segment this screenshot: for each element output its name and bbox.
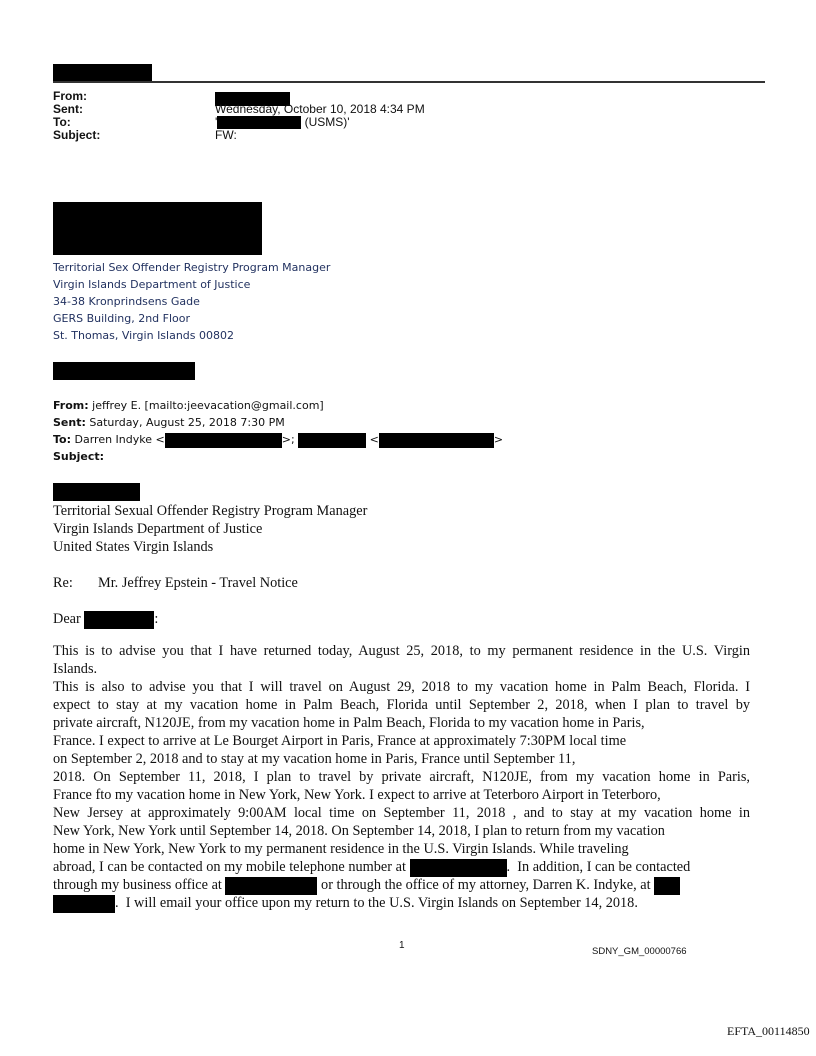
redaction [225,877,317,895]
paragraph-line: New Jersey at approximately 9:00AM local time on September 11, 2018 , and to stay at my vacation home in [53,805,750,821]
text-segment: . In addition, I can be contacted [506,859,691,875]
re-label: Re: [53,575,73,591]
paragraph-line: France fto my vacation home in New York, New York. I expect to arrive at Teterboro Airport in Teterboro, [53,787,661,803]
paragraph-line [53,876,680,895]
redaction [84,611,154,629]
header-divider [53,81,765,83]
redaction [53,895,115,913]
text-segment: abroad, I can be contacted on my mobile telephone number at [53,859,406,875]
salutation-text: Dear [53,611,81,627]
text-segment: or through the office of my attorney, Darren K. Indyke, at [321,877,651,893]
subject-label: Subject: [53,450,105,463]
paragraph-line: New York, New York until September 14, 2018. On September 14, 2018, I plan to return from my vacation [53,823,665,839]
signature-block [53,259,330,344]
to-value: Darren Indyke < [74,433,165,446]
paragraph-line: This is also to advise you that I will travel on August 29, 2018 to my vacation home in Palm Beach, Florida. I [53,679,750,695]
signature-line: Virgin Islands Department of Justice [53,278,251,291]
redaction [53,64,152,82]
signature-line: St. Thomas, Virgin Islands 00802 [53,329,235,342]
text-segment: . I will email your office upon my return to the U.S. Virgin Islands on September 14, 2018. [115,895,638,911]
addressee-block [53,502,367,556]
to-label: To: [53,115,71,129]
paragraph-line: Islands. [53,661,98,677]
redaction [298,433,366,448]
subject-label: Subject: [53,128,101,142]
to-bracket: < [369,433,379,446]
sent-label: Sent: [53,102,83,116]
signature-line: Territorial Sex Offender Registry Program Manager [53,261,331,274]
from-label: From: [53,89,87,103]
sent-value: Saturday, August 25, 2018 7:30 PM [89,416,285,429]
sent-label: Sent: [53,416,86,429]
paragraph-line [53,894,638,913]
redaction [410,859,507,877]
paragraph-line: on September 2, 2018 and to stay at my vacation home in Paris, France until September 11, [53,751,576,767]
paragraph-line: home in New York, New York to my permanent residence in the U.S. Virgin Islands. While traveling [53,841,629,857]
signature-line: GERS Building, 2nd Floor [53,312,191,325]
to-label: To: [53,433,71,446]
to-suffix: (USMS)' [304,115,350,129]
paragraph-line: This is to advise you that I have returned today, August 25, 2018, to my permanent residence in the U.S. Virgin [53,643,750,659]
redaction [53,202,262,255]
bates-number: SDNY_GM_00000766 [592,946,687,957]
paragraph-line: private aircraft, N120JE, from my vacation home in Palm Beach, Florida to my vacation home in Paris, [53,715,645,731]
salutation-colon: : [154,611,159,627]
addressee-line: Territorial Sexual Offender Registry Program Manager [53,503,368,519]
paragraph-line: 2018. On September 11, 2018, I plan to travel by private aircraft, N120JE, from my vacation home in Paris, [53,769,750,785]
paragraph-line [53,858,690,877]
subject-value: FW: [215,128,237,142]
from-label: From: [53,399,89,412]
to-prefix: ' [215,115,218,129]
sent-value: Wednesday, October 10, 2018 4:34 PM [215,102,425,116]
addressee-line: Virgin Islands Department of Justice [53,521,263,537]
redaction [53,483,140,501]
page-number: 1 [399,940,405,951]
redaction [379,433,494,448]
to-separator: >; [281,433,295,446]
inner-email-header [53,397,503,465]
addressee-line: United States Virgin Islands [53,539,214,555]
redaction [165,433,282,448]
redaction [654,877,680,895]
re-value: Mr. Jeffrey Epstein - Travel Notice [98,575,298,591]
signature-line: 34-38 Kronprindsens Gade [53,295,200,308]
salutation [53,610,158,629]
text-segment: through my business office at [53,877,222,893]
paragraph-line: expect to stay at my vacation home in Palm Beach, Florida until September 2, 2018, when I plan to travel by [53,697,750,713]
from-value: jeffrey E. [mailto:jeevacation@gmail.com] [92,399,324,412]
outer-header-labels [53,90,100,142]
to-bracket: > [493,433,504,446]
redaction [53,362,195,380]
paragraph-line: France. I expect to arrive at Le Bourget Airport in Paris, France at approximately 7:30PM local time [53,733,627,749]
efta-number: EFTA_00114850 [727,1024,810,1038]
